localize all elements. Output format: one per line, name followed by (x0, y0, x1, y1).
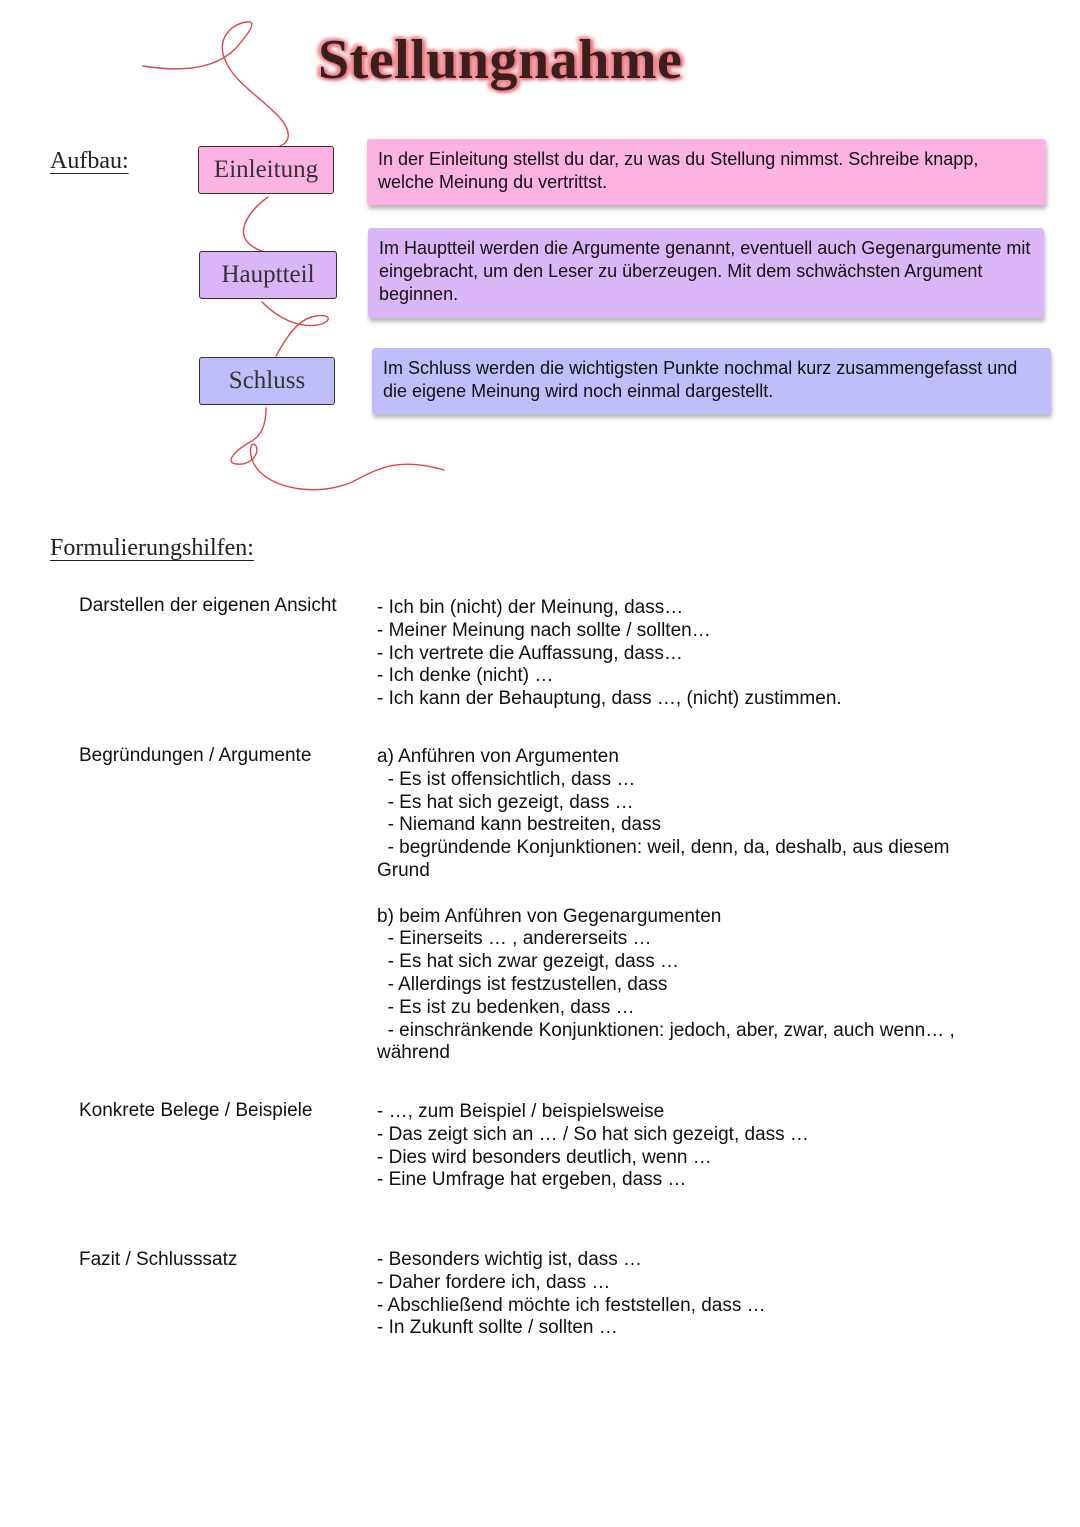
aufbau-label: Aufbau: (50, 148, 129, 174)
einleitung-description: In der Einleitung stellst du dar, zu was du Stellung nimmst. Schreibe knapp, welche Meinung du vertrittst. (367, 139, 1046, 205)
phrase-line: - Ich bin (nicht) der Meinung, dass… (377, 597, 684, 618)
category-belege: Konkrete Belege / Beispiele (79, 1100, 313, 1121)
phrase-line: - Ich denke (nicht) … (377, 665, 554, 687)
phrase-line: - Es hat sich gezeigt, dass … (377, 791, 634, 813)
stage-einleitung-box: Einleitung (198, 146, 334, 194)
phrase-line: - Abschließend möchte ich feststellen, dass … (377, 1294, 766, 1316)
phrase-line: - Ich kann der Behauptung, dass …, (nicht) zustimmen. (377, 688, 842, 710)
phrase-line: - Das zeigt sich an … / So hat sich gezeigt, dass … (377, 1123, 809, 1145)
stage-schluss-box: Schluss (199, 357, 335, 405)
phrase-line: - Allerdings ist festzustellen, dass (377, 973, 668, 995)
phrases-fazit (377, 1249, 1017, 1340)
hauptteil-description: Im Hauptteil werden die Argumente genannt, eventuell auch Gegenargumente mit eingebracht, um den Leser zu überzeugen. Mit dem schwächsten Argument beginnen. (368, 228, 1044, 318)
phrase-line: - …, zum Beispiel / beispielsweise (377, 1101, 665, 1122)
schluss-description: Im Schluss werden die wichtigsten Punkte nochmal kurz zusammengefasst und die eigene Meinung wird noch einmal dargestellt. (372, 348, 1051, 414)
phrase-line: während (377, 1042, 450, 1064)
phrase-line: Grund (377, 859, 430, 881)
formulierungshilfen-label: Formulierungshilfen: (50, 535, 254, 561)
phrases-begruendungen (377, 746, 1017, 1065)
category-eigene-ansicht: Darstellen der eigenen Ansicht (79, 595, 337, 616)
phrase-line: - Meiner Meinung nach sollte / sollten… (377, 619, 711, 641)
phrases-belege (377, 1101, 1017, 1192)
phrase-line: - Es hat sich zwar gezeigt, dass … (377, 951, 680, 973)
phrase-line: - Eine Umfrage hat ergeben, dass … (377, 1169, 687, 1191)
phrase-line: - begründende Konjunktionen: weil, denn, da, deshalb, aus diesem (377, 837, 950, 859)
phrase-line: - Einerseits … , andererseits … (377, 928, 652, 950)
phrase-spacer (377, 883, 1017, 906)
phrase-line: - Besonders wichtig ist, dass … (377, 1249, 643, 1270)
phrase-line: - In Zukunft sollte / sollten … (377, 1317, 618, 1339)
category-fazit: Fazit / Schlusssatz (79, 1249, 238, 1270)
phrase-line: - Daher fordere ich, dass … (377, 1271, 611, 1293)
phrase-line: - Niemand kann bestreiten, dass (377, 814, 662, 836)
phrase-line: - Ich vertrete die Auffassung, dass… (377, 642, 683, 664)
phrase-line: - Es ist offensichtlich, dass … (377, 768, 636, 790)
phrase-line: b) beim Anführen von Gegenargumenten (377, 905, 722, 927)
page-title: Stellungnahme (318, 29, 683, 91)
phrase-line: - Dies wird besonders deutlich, wenn … (377, 1146, 712, 1168)
phrase-line: - einschränkende Konjunktionen: jedoch, aber, zwar, auch wenn… , (377, 1019, 955, 1041)
category-begruendungen: Begründungen / Argumente (79, 745, 312, 766)
phrases-eigene-ansicht (377, 597, 1017, 711)
phrase-line: - Es ist zu bedenken, dass … (377, 996, 635, 1018)
stage-hauptteil-box: Hauptteil (199, 251, 337, 299)
phrase-line: a) Anführen von Argumenten (377, 746, 619, 767)
